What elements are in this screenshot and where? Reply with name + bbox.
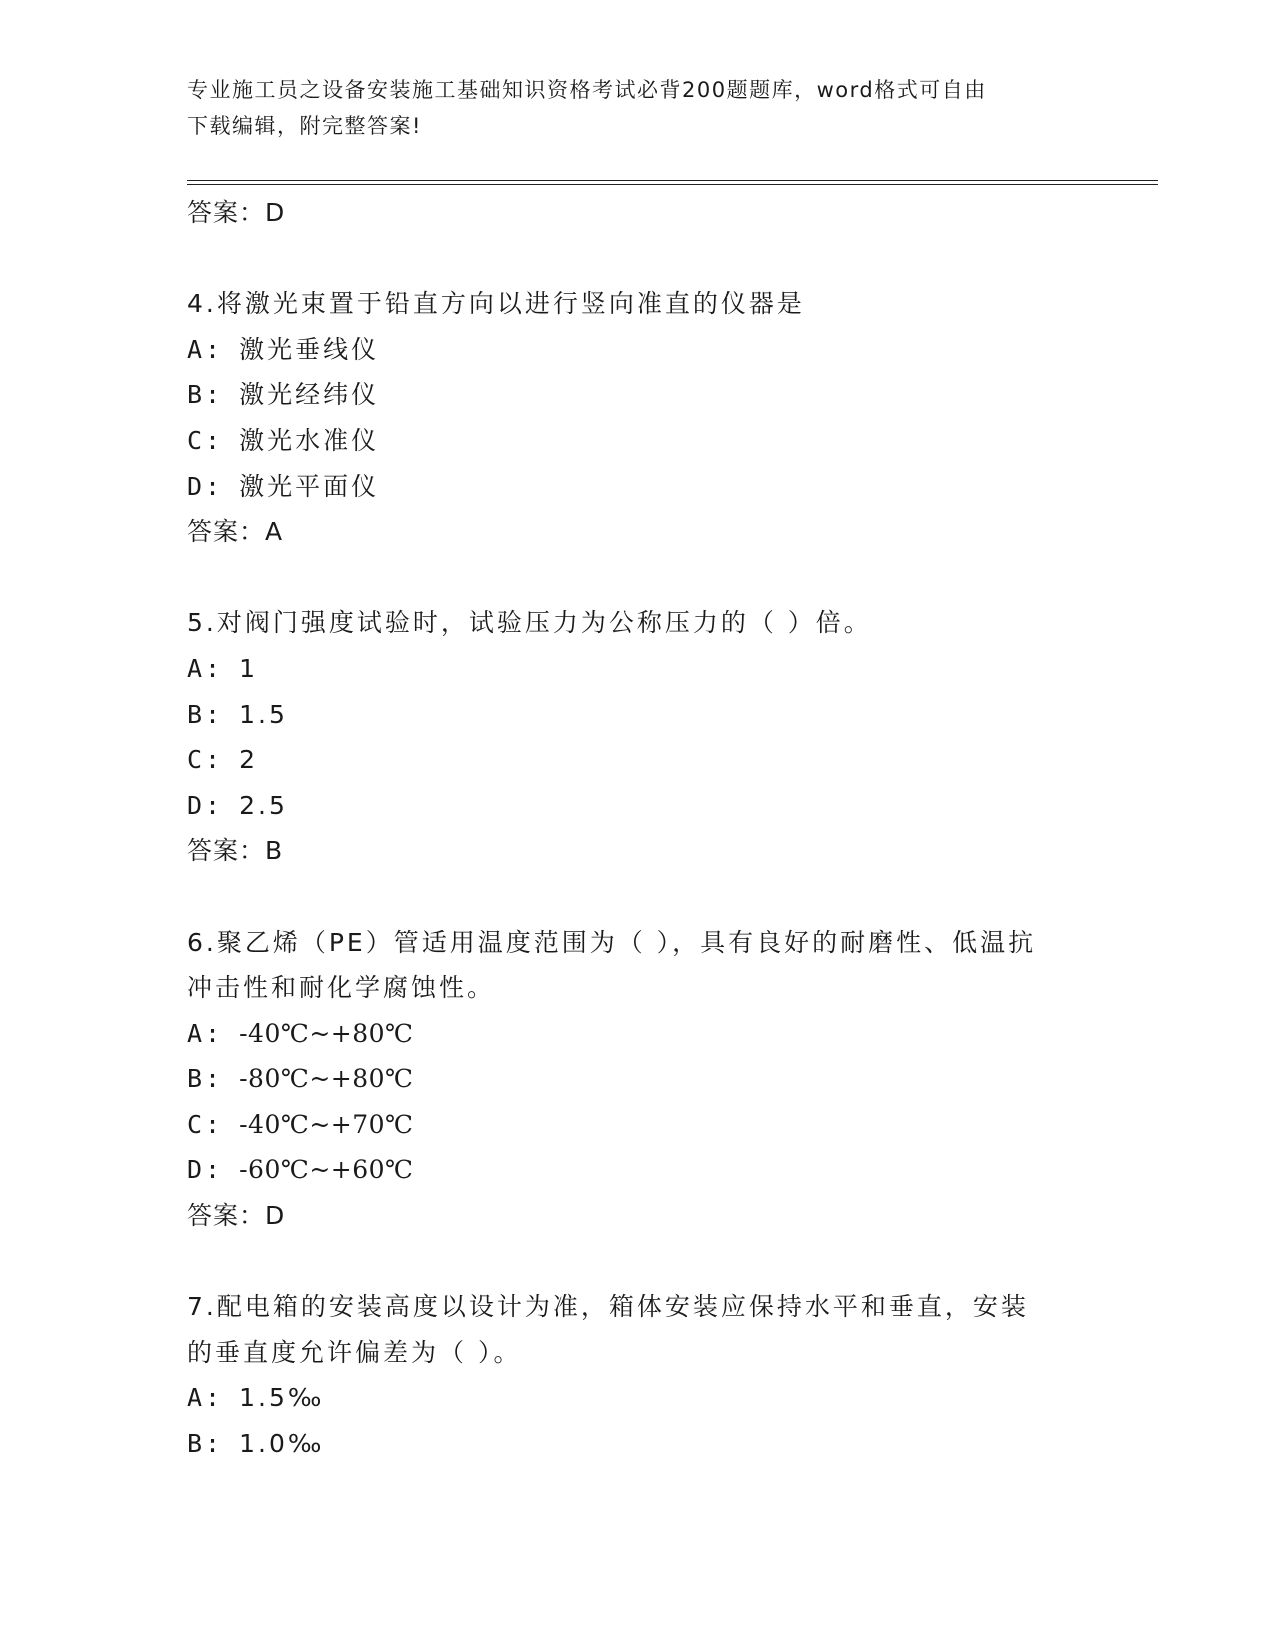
- question-list: [187, 190, 1087, 1467]
- spacer: [187, 236, 1087, 282]
- answer-option: [187, 1421, 1087, 1467]
- question-text: 5.对阀门强度试验时，试验压力为公称压力的（ ）倍。: [187, 608, 872, 638]
- answer-option: [187, 464, 1087, 510]
- answer-option: [187, 418, 1087, 464]
- option-value: 2: [239, 745, 259, 775]
- header-divider-top: [187, 180, 1158, 181]
- option-label: B:: [187, 1429, 224, 1459]
- answer-option: [187, 646, 1087, 692]
- option-value: -60℃~+60℃: [239, 1155, 414, 1185]
- answer-option: [187, 692, 1087, 738]
- option-label: B:: [187, 1064, 224, 1094]
- answer-option: [187, 737, 1087, 783]
- option-label: D:: [187, 471, 224, 501]
- option-label: C:: [187, 1109, 224, 1139]
- header-divider-bottom: [187, 184, 1158, 185]
- answer-line: 答案：D: [187, 198, 286, 227]
- question-text: 7.配电箱的安装高度以设计为准，箱体安装应保持水平和垂直，安装: [187, 1292, 1029, 1322]
- option-label: C:: [187, 745, 224, 775]
- question-text: 的垂直度允许偏差为（ ）。: [187, 1337, 522, 1367]
- option-label: A:: [187, 1018, 224, 1048]
- option-value: 1.5‰: [239, 1383, 325, 1413]
- option-value: 激光平面仪: [239, 471, 380, 501]
- header-line-2: 下载编辑，附完整答案!: [187, 114, 422, 138]
- answer-option: [187, 1011, 1087, 1057]
- option-label: D:: [187, 790, 224, 820]
- question-text: 4.将激光束置于铅直方向以进行竖向准直的仪器是: [187, 289, 805, 319]
- answer-line: 答案：B: [187, 836, 284, 866]
- question-text: 冲击性和耐化学腐蚀性。: [187, 973, 496, 1003]
- option-value: 激光垂线仪: [239, 334, 380, 364]
- answer-line: 答案：D: [187, 1201, 286, 1231]
- option-label: D:: [187, 1155, 224, 1185]
- option-value: 1.0‰: [239, 1429, 325, 1459]
- answer-option: [187, 327, 1087, 373]
- spacer: [187, 555, 1087, 601]
- option-label: A:: [187, 334, 224, 364]
- option-value: 2.5: [239, 790, 288, 820]
- question-text: 6.聚乙烯（PE）管适用温度范围为（ ），具有良好的耐磨性、低温抗: [187, 927, 1037, 957]
- option-value: -80℃~+80℃: [239, 1064, 414, 1094]
- answer-option: [187, 1102, 1087, 1148]
- option-value: 激光经纬仪: [239, 380, 380, 410]
- option-label: C:: [187, 425, 224, 455]
- answer-line: 答案：A: [187, 517, 284, 547]
- document-header: [187, 72, 1067, 144]
- option-value: 激光水准仪: [239, 425, 380, 455]
- answer-option: [187, 1147, 1087, 1193]
- answer-option: [187, 783, 1087, 829]
- answer-option: [187, 1056, 1087, 1102]
- spacer: [187, 1239, 1087, 1285]
- option-label: A:: [187, 1383, 224, 1413]
- option-value: 1.5: [239, 699, 288, 729]
- answer-option: [187, 1375, 1087, 1421]
- answer-option: [187, 372, 1087, 418]
- option-value: -40℃~+80℃: [239, 1018, 414, 1048]
- header-line-1: 专业施工员之设备安装施工基础知识资格考试必背200题题库，word格式可自由: [187, 78, 987, 102]
- option-value: -40℃~+70℃: [239, 1109, 414, 1139]
- option-label: A:: [187, 653, 224, 683]
- spacer: [187, 874, 1087, 920]
- option-label: B:: [187, 699, 224, 729]
- option-label: B:: [187, 380, 224, 410]
- option-value: 1: [239, 653, 259, 683]
